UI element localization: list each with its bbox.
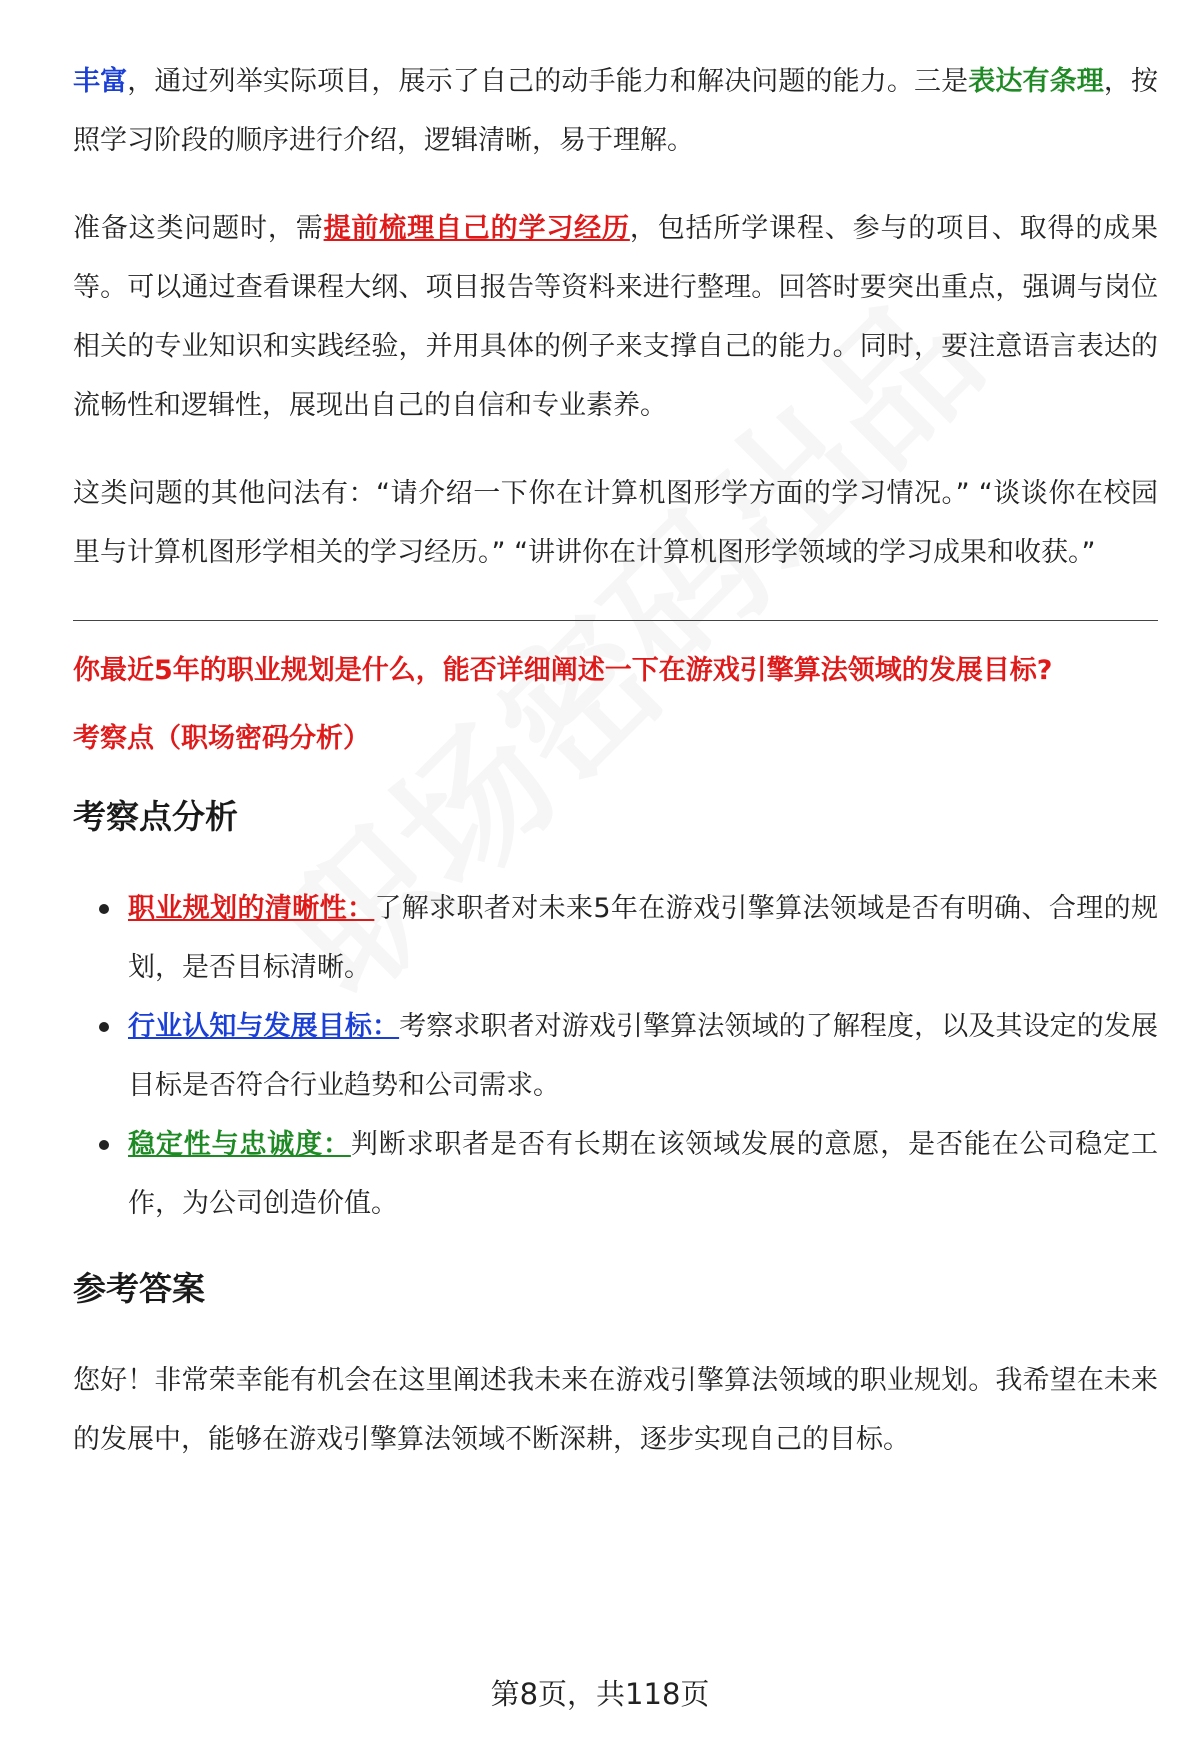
paragraph-alternatives: 这类问题的其他问法有：“请介绍一下你在计算机图形学方面的学习情况。” “谈谈你在校园里与计算机图形学相关的学习经历。” “讲讲你在计算机图形学领域的学习成果和收获。” (73, 478, 1158, 568)
document-page (73, 52, 1158, 1498)
point-text: 了解求职者对未来5年在游戏引擎算法领域是否有明确、合理的规划，是否目标清晰。 (128, 893, 1158, 983)
point-label-clarity: 职业规划的清晰性： (128, 893, 375, 924)
exam-point-heading: 考察点（职场密码分析） (73, 723, 370, 754)
bullet-icon (99, 904, 109, 914)
paragraph-preparation (73, 199, 1158, 435)
answer-paragraph: 您好！非常荣幸能有机会在这里阐述我未来在游戏引擎算法领域的职业规划。我希望在未来的发展中，能够在游戏引擎算法领域不断深耕，逐步实现自己的目标。 (73, 1365, 1158, 1455)
bullet-icon (99, 1022, 109, 1032)
answer-title: 参考答案 (73, 1269, 205, 1308)
point-label-industry: 行业认知与发展目标： (128, 1011, 400, 1042)
list-item (73, 879, 1158, 997)
paragraph-text: ，按照学习阶段的顺序进行介绍，逻辑清晰，易于理解。 (73, 66, 1159, 156)
page-number: 第8页，共118页 (490, 1677, 710, 1711)
paragraph-text: ，通过列举实际项目，展示了自己的动手能力和解决问题的能力。三是 (127, 66, 969, 97)
list-item (73, 997, 1158, 1115)
analysis-list (73, 879, 1158, 1233)
list-item (73, 1115, 1158, 1233)
point-label-stability: 稳定性与忠诚度： (128, 1129, 351, 1160)
question-heading: 你最近5年的职业规划是什么，能否详细阐述一下在游戏引擎算法领域的发展目标? (73, 655, 1053, 686)
paragraph-text: 准备这类问题时，需 (73, 213, 324, 244)
paragraph-text: ，包括所学课程、参与的项目、取得的成果等。可以通过查看课程大纲、项目报告等资料来进行整理。回答时要突出重点，强调与岗位相关的专业知识和实践经验，并用具体的例子来支撑自己的能力。同时，要注意语言表达的流畅性和逻辑性，展现出自己的自信和专业素养。 (73, 213, 1159, 421)
point-text: 判断求职者是否有长期在该领域发展的意愿，是否能在公司稳定工作，为公司创造价值。 (128, 1129, 1159, 1219)
highlight-organized: 表达有条理 (968, 66, 1104, 97)
section-divider (73, 620, 1158, 621)
analysis-title: 考察点分析 (73, 797, 238, 836)
paragraph-summary (73, 52, 1158, 170)
bullet-icon (99, 1140, 109, 1150)
point-text: 考察求职者对游戏引擎算法领域的了解程度，以及其设定的发展目标是否符合行业趋势和公司需求。 (128, 1011, 1159, 1101)
highlight-review-experience: 提前梳理自己的学习经历 (323, 213, 630, 244)
highlight-rich: 丰富 (73, 66, 128, 97)
